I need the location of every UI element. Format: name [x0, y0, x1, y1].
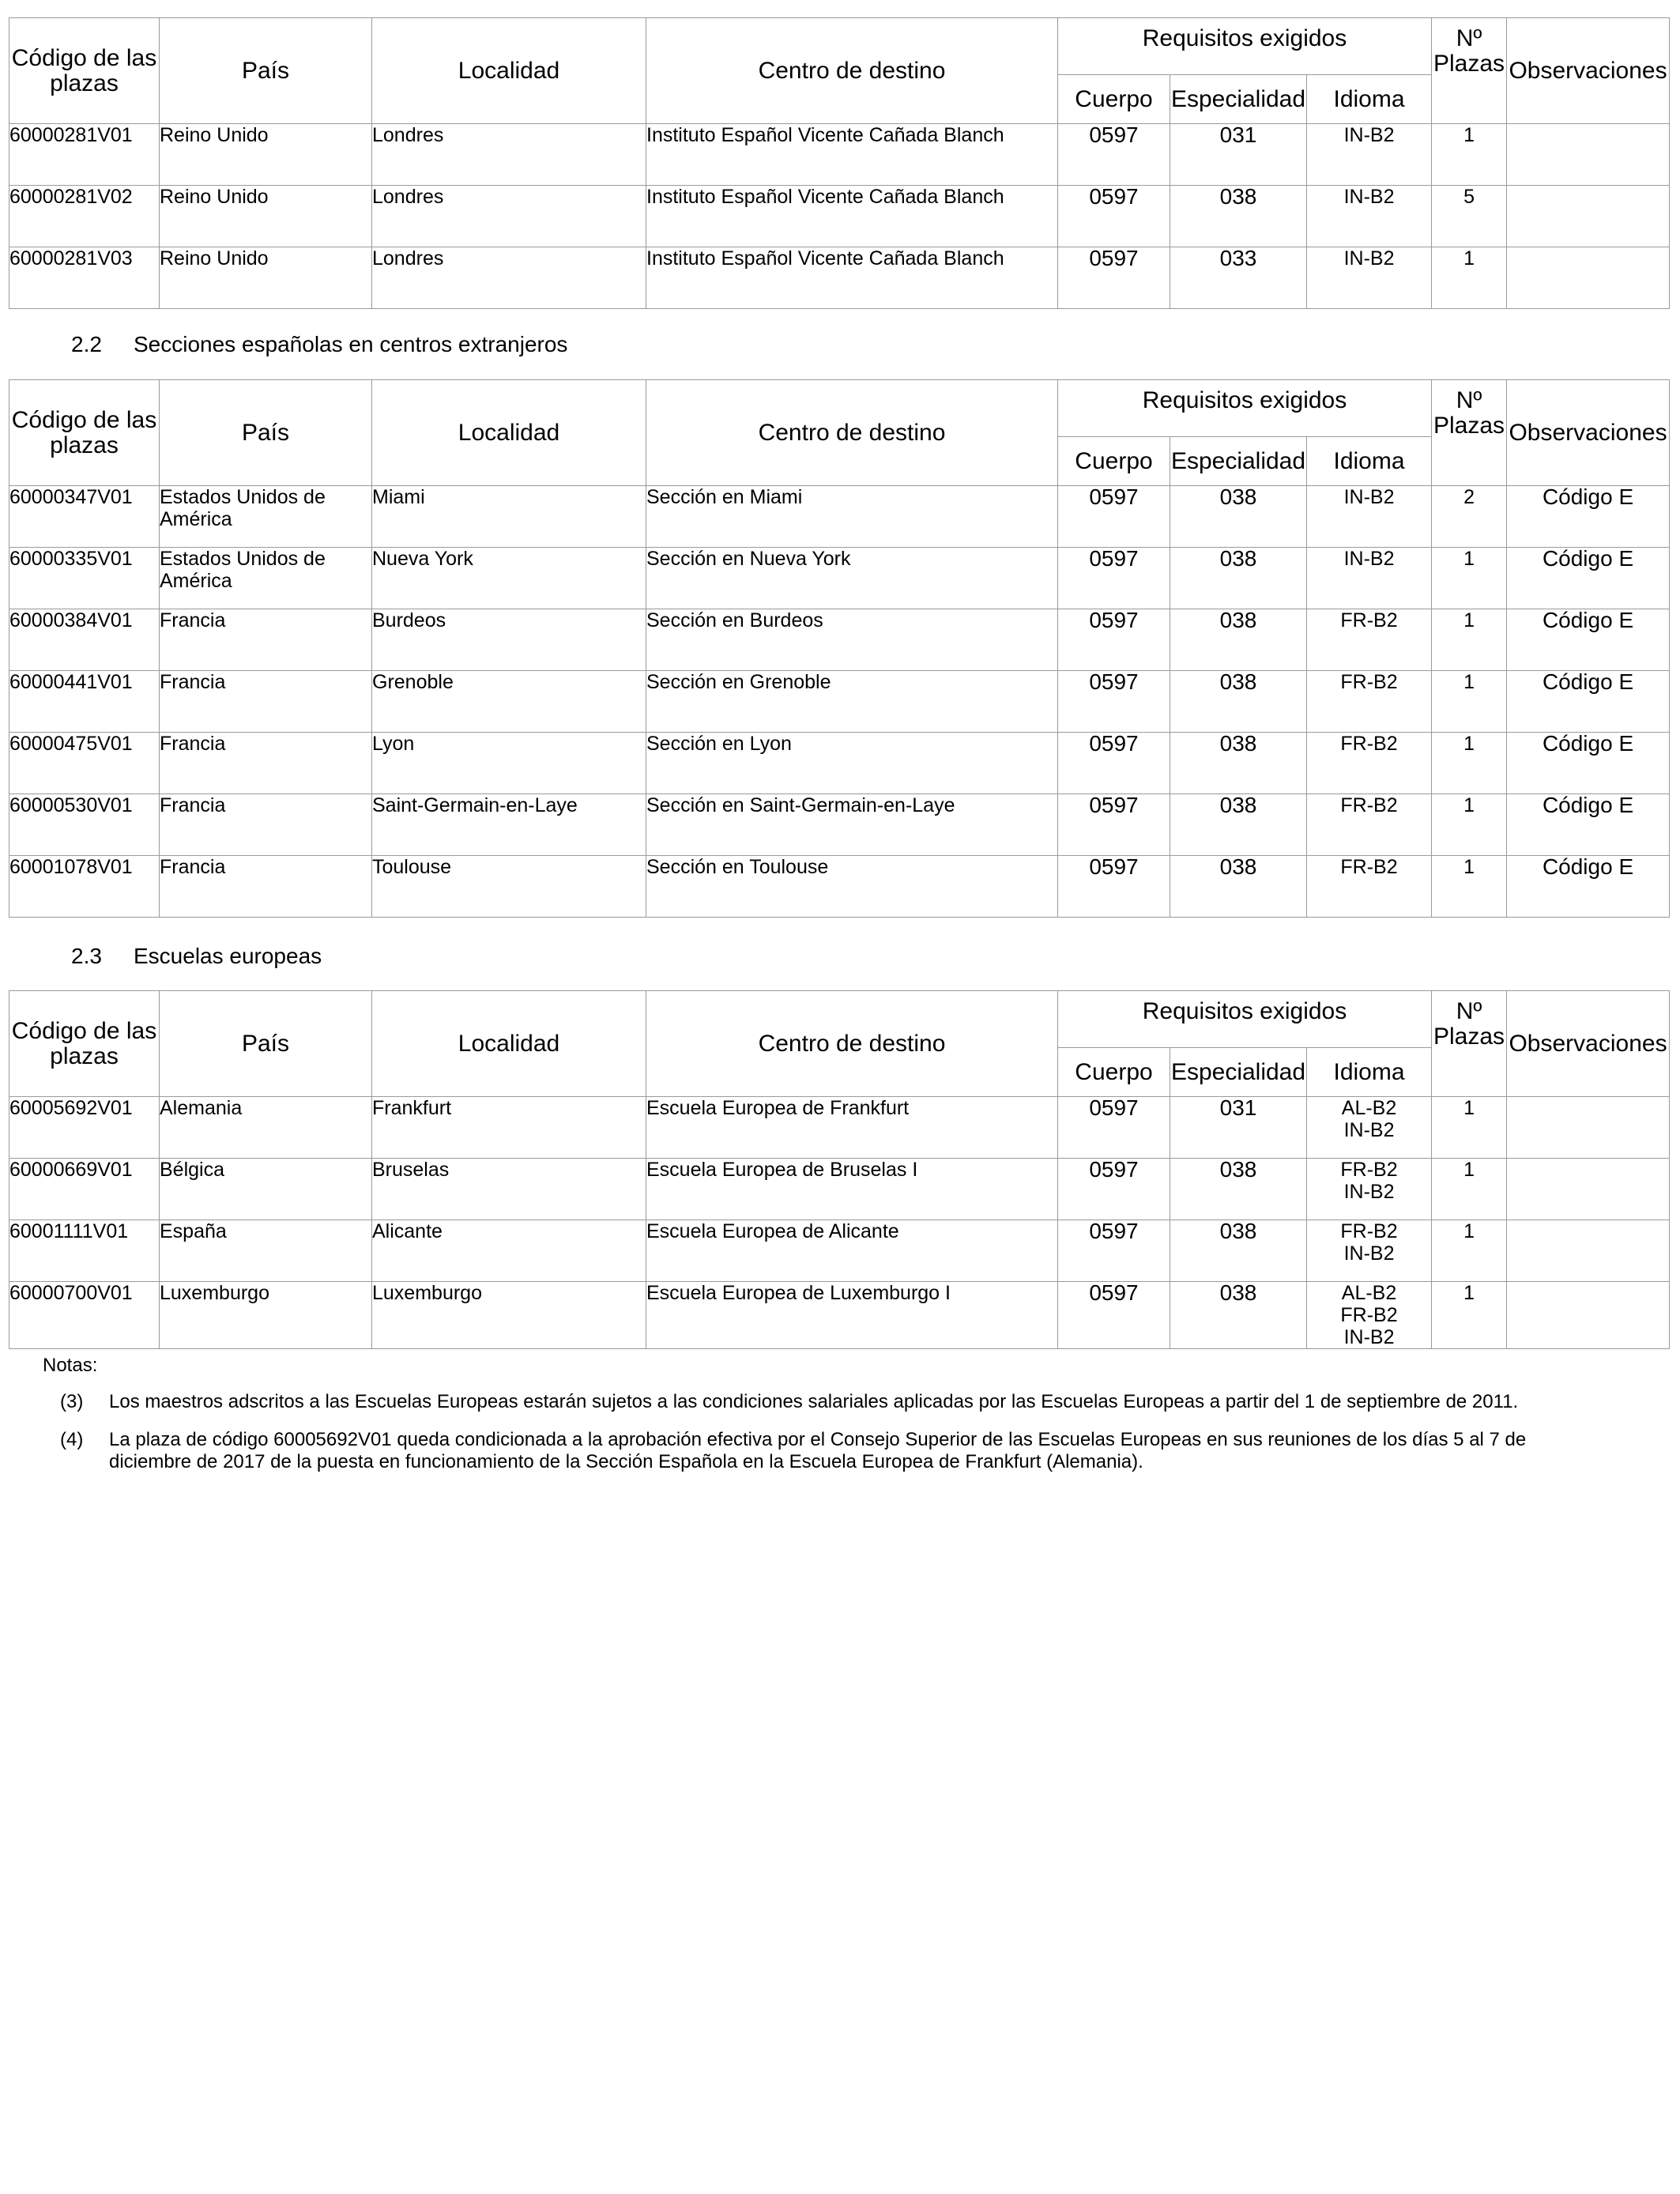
- idioma-value: AL-B2: [1341, 1282, 1397, 1304]
- observaciones-cell: Código E: [1507, 794, 1670, 856]
- section-title: Secciones españolas en centros extranjeros: [134, 332, 568, 356]
- codigo-cell: 60000281V01: [9, 124, 160, 186]
- observaciones-cell: Código E: [1507, 856, 1670, 918]
- observaciones-cell: [1507, 186, 1670, 247]
- plazas-cell: 1: [1432, 1220, 1507, 1282]
- observaciones-cell: [1507, 1282, 1670, 1349]
- centro-cell: Instituto Español Vicente Cañada Blanch: [646, 247, 1058, 309]
- observaciones-cell: Código E: [1507, 486, 1670, 548]
- plazas-cell: 1: [1432, 548, 1507, 609]
- observaciones-cell: Código E: [1507, 733, 1670, 794]
- table-row: [9, 1097, 1670, 1159]
- pais-cell: Reino Unido: [160, 186, 372, 247]
- pais-cell: Francia: [160, 609, 372, 671]
- plazas-cell: 1: [1432, 671, 1507, 733]
- table-row: [9, 1159, 1670, 1220]
- localidad-cell: Frankfurt: [372, 1097, 646, 1159]
- table-row: [9, 124, 1670, 186]
- localidad-cell: Nueva York: [372, 548, 646, 609]
- especialidad-cell: 038: [1170, 794, 1307, 856]
- especialidad-cell: 033: [1170, 247, 1307, 309]
- codigo-cell: 60000475V01: [9, 733, 160, 794]
- cuerpo-cell: 0597: [1058, 124, 1170, 186]
- header-plazas: Nº Plazas: [1432, 380, 1507, 486]
- especialidad-cell: 038: [1170, 186, 1307, 247]
- pais-cell: Francia: [160, 733, 372, 794]
- localidad-cell: Londres: [372, 124, 646, 186]
- especialidad-cell: 031: [1170, 124, 1307, 186]
- section-heading-2-3: [71, 944, 322, 969]
- idioma-cell: [1307, 247, 1432, 309]
- plazas-cell: 1: [1432, 247, 1507, 309]
- header-especialidad: Especialidad: [1170, 75, 1307, 124]
- plazas-cell: 1: [1432, 1282, 1507, 1349]
- centro-cell: Sección en Miami: [646, 486, 1058, 548]
- header-pais: País: [160, 18, 372, 124]
- table-row: [9, 247, 1670, 309]
- observaciones-cell: Código E: [1507, 548, 1670, 609]
- especialidad-cell: 038: [1170, 856, 1307, 918]
- idioma-value: IN-B2: [1343, 1181, 1395, 1203]
- cuerpo-cell: 0597: [1058, 1282, 1170, 1349]
- header-plazas: Nº Plazas: [1432, 18, 1507, 124]
- header-cuerpo: Cuerpo: [1058, 75, 1170, 124]
- codigo-cell: 60001111V01: [9, 1220, 160, 1282]
- especialidad-cell: 038: [1170, 1220, 1307, 1282]
- plazas-table-1: [9, 17, 1670, 309]
- idioma-value: IN-B2: [1343, 1242, 1395, 1265]
- localidad-cell: Londres: [372, 186, 646, 247]
- centro-cell: Escuela Europea de Frankfurt: [646, 1097, 1058, 1159]
- idioma-value: IN-B2: [1343, 1326, 1395, 1348]
- idioma-value: IN-B2: [1343, 1119, 1395, 1141]
- idioma-value: FR-B2: [1340, 609, 1398, 631]
- localidad-cell: Londres: [372, 247, 646, 309]
- localidad-cell: Luxemburgo: [372, 1282, 646, 1349]
- idioma-cell: [1307, 1220, 1432, 1282]
- header-observaciones: Observaciones: [1507, 991, 1670, 1097]
- header-idioma: Idioma: [1307, 1048, 1432, 1097]
- centro-cell: Sección en Lyon: [646, 733, 1058, 794]
- cuerpo-cell: 0597: [1058, 609, 1170, 671]
- especialidad-cell: 038: [1170, 1159, 1307, 1220]
- observaciones-cell: Código E: [1507, 609, 1670, 671]
- table-row: [9, 733, 1670, 794]
- idioma-cell: [1307, 548, 1432, 609]
- header-requisitos: Requisitos exigidos: [1058, 991, 1432, 1048]
- cuerpo-cell: 0597: [1058, 1097, 1170, 1159]
- cuerpo-cell: 0597: [1058, 1220, 1170, 1282]
- idioma-value: FR-B2: [1340, 1220, 1398, 1242]
- idioma-value: IN-B2: [1343, 548, 1395, 570]
- especialidad-cell: 038: [1170, 1282, 1307, 1349]
- idioma-cell: [1307, 671, 1432, 733]
- table-block-2: [9, 379, 1669, 918]
- section-heading-2-2: [71, 332, 567, 357]
- header-pais: País: [160, 380, 372, 486]
- idioma-cell: [1307, 794, 1432, 856]
- table-row: [9, 671, 1670, 733]
- cuerpo-cell: 0597: [1058, 1159, 1170, 1220]
- codigo-cell: 60000669V01: [9, 1159, 160, 1220]
- observaciones-cell: [1507, 1097, 1670, 1159]
- codigo-cell: 60000700V01: [9, 1282, 160, 1349]
- codigo-cell: 60000441V01: [9, 671, 160, 733]
- notes-label: Notas:: [43, 1355, 98, 1376]
- idioma-cell: [1307, 609, 1432, 671]
- pais-cell: España: [160, 1220, 372, 1282]
- pais-cell: Francia: [160, 794, 372, 856]
- idioma-cell: [1307, 733, 1432, 794]
- header-cuerpo: Cuerpo: [1058, 1048, 1170, 1097]
- idioma-cell: [1307, 1097, 1432, 1159]
- table-row: [9, 1220, 1670, 1282]
- centro-cell: Escuela Europea de Bruselas I: [646, 1159, 1058, 1220]
- idioma-cell: [1307, 486, 1432, 548]
- pais-cell: Reino Unido: [160, 247, 372, 309]
- idioma-value: IN-B2: [1343, 486, 1395, 508]
- header-plazas: Nº Plazas: [1432, 991, 1507, 1097]
- idioma-cell: [1307, 1282, 1432, 1349]
- centro-cell: Sección en Nueva York: [646, 548, 1058, 609]
- idioma-value: IN-B2: [1343, 124, 1395, 146]
- idioma-value: FR-B2: [1340, 671, 1398, 693]
- header-especialidad: Especialidad: [1170, 437, 1307, 486]
- plazas-cell: 5: [1432, 186, 1507, 247]
- note-number: (3): [60, 1391, 84, 1412]
- centro-cell: Sección en Toulouse: [646, 856, 1058, 918]
- cuerpo-cell: 0597: [1058, 671, 1170, 733]
- idioma-value: FR-B2: [1340, 794, 1398, 816]
- cuerpo-cell: 0597: [1058, 856, 1170, 918]
- note-text: La plaza de código 60005692V01 queda condicionada a la aprobación efectiva por el Consejo Superior de las Escuelas Europeas en sus reuniones de los días 5 al 7 de diciembre de 2017 de la puesta en funcionamiento de la Sección Española en la Escuela Europea de Frankfurt (Alemania).: [109, 1429, 1527, 1472]
- header-requisitos: Requisitos exigidos: [1058, 18, 1432, 75]
- idioma-cell: [1307, 856, 1432, 918]
- cuerpo-cell: 0597: [1058, 486, 1170, 548]
- localidad-cell: Bruselas: [372, 1159, 646, 1220]
- idioma-value: FR-B2: [1340, 1304, 1398, 1326]
- pais-cell: Francia: [160, 671, 372, 733]
- idioma-cell: [1307, 124, 1432, 186]
- header-idioma: Idioma: [1307, 75, 1432, 124]
- table-row: [9, 794, 1670, 856]
- observaciones-cell: [1507, 1159, 1670, 1220]
- header-pais: País: [160, 991, 372, 1097]
- idioma-value: FR-B2: [1340, 856, 1398, 878]
- pais-cell: Estados Unidos de América: [160, 486, 372, 548]
- plazas-cell: 1: [1432, 1159, 1507, 1220]
- observaciones-cell: [1507, 124, 1670, 186]
- plazas-cell: 1: [1432, 733, 1507, 794]
- localidad-cell: Miami: [372, 486, 646, 548]
- localidad-cell: Burdeos: [372, 609, 646, 671]
- cuerpo-cell: 0597: [1058, 548, 1170, 609]
- idioma-value: IN-B2: [1343, 186, 1395, 208]
- observaciones-cell: [1507, 1220, 1670, 1282]
- header-localidad: Localidad: [372, 380, 646, 486]
- header-observaciones: Observaciones: [1507, 380, 1670, 486]
- codigo-cell: 60000530V01: [9, 794, 160, 856]
- plazas-table-3: [9, 990, 1670, 1349]
- header-centro: Centro de destino: [646, 18, 1058, 124]
- table-block-1: [9, 17, 1669, 309]
- pais-cell: Luxemburgo: [160, 1282, 372, 1349]
- header-codigo: Código de las plazas: [9, 991, 160, 1097]
- section-number: 2.3: [71, 944, 102, 968]
- header-especialidad: Especialidad: [1170, 1048, 1307, 1097]
- especialidad-cell: 038: [1170, 486, 1307, 548]
- header-centro: Centro de destino: [646, 991, 1058, 1097]
- cuerpo-cell: 0597: [1058, 247, 1170, 309]
- header-localidad: Localidad: [372, 991, 646, 1097]
- section-title: Escuelas europeas: [134, 944, 322, 968]
- idioma-value: AL-B2: [1341, 1097, 1397, 1119]
- codigo-cell: 60000347V01: [9, 486, 160, 548]
- header-idioma: Idioma: [1307, 437, 1432, 486]
- idioma-value: FR-B2: [1340, 1159, 1398, 1181]
- header-localidad: Localidad: [372, 18, 646, 124]
- centro-cell: Escuela Europea de Alicante: [646, 1220, 1058, 1282]
- centro-cell: Instituto Español Vicente Cañada Blanch: [646, 186, 1058, 247]
- plazas-cell: 2: [1432, 486, 1507, 548]
- header-observaciones: Observaciones: [1507, 18, 1670, 124]
- plazas-cell: 1: [1432, 856, 1507, 918]
- header-centro: Centro de destino: [646, 380, 1058, 486]
- codigo-cell: 60000281V02: [9, 186, 160, 247]
- cuerpo-cell: 0597: [1058, 794, 1170, 856]
- localidad-cell: Saint-Germain-en-Laye: [372, 794, 646, 856]
- cuerpo-cell: 0597: [1058, 733, 1170, 794]
- idioma-value: FR-B2: [1340, 733, 1398, 755]
- cuerpo-cell: 0597: [1058, 186, 1170, 247]
- idioma-cell: [1307, 1159, 1432, 1220]
- plazas-table-2: [9, 379, 1670, 918]
- pais-cell: Bélgica: [160, 1159, 372, 1220]
- idioma-cell: [1307, 186, 1432, 247]
- plazas-cell: 1: [1432, 124, 1507, 186]
- note-text: Los maestros adscritos a las Escuelas Europeas estarán sujetos a las condiciones salariales aplicadas por las Escuelas Europeas a partir del 1 de septiembre de 2011.: [109, 1391, 1519, 1412]
- centro-cell: Instituto Español Vicente Cañada Blanch: [646, 124, 1058, 186]
- pais-cell: Estados Unidos de América: [160, 548, 372, 609]
- especialidad-cell: 038: [1170, 733, 1307, 794]
- note-number: (4): [60, 1429, 84, 1450]
- plazas-cell: 1: [1432, 794, 1507, 856]
- codigo-cell: 60000384V01: [9, 609, 160, 671]
- codigo-cell: 60005692V01: [9, 1097, 160, 1159]
- codigo-cell: 60000335V01: [9, 548, 160, 609]
- table-row: [9, 486, 1670, 548]
- table-row: [9, 548, 1670, 609]
- codigo-cell: 60000281V03: [9, 247, 160, 309]
- table-row: [9, 856, 1670, 918]
- table-block-3: [9, 990, 1669, 1349]
- pais-cell: Alemania: [160, 1097, 372, 1159]
- localidad-cell: Lyon: [372, 733, 646, 794]
- pais-cell: Francia: [160, 856, 372, 918]
- observaciones-cell: Código E: [1507, 671, 1670, 733]
- especialidad-cell: 031: [1170, 1097, 1307, 1159]
- especialidad-cell: 038: [1170, 671, 1307, 733]
- plazas-cell: 1: [1432, 609, 1507, 671]
- localidad-cell: Grenoble: [372, 671, 646, 733]
- pais-cell: Reino Unido: [160, 124, 372, 186]
- header-requisitos: Requisitos exigidos: [1058, 380, 1432, 437]
- centro-cell: Escuela Europea de Luxemburgo I: [646, 1282, 1058, 1349]
- table-row: [9, 1282, 1670, 1349]
- table-row: [9, 186, 1670, 247]
- especialidad-cell: 038: [1170, 548, 1307, 609]
- centro-cell: Sección en Saint-Germain-en-Laye: [646, 794, 1058, 856]
- localidad-cell: Toulouse: [372, 856, 646, 918]
- header-codigo: Código de las plazas: [9, 380, 160, 486]
- centro-cell: Sección en Burdeos: [646, 609, 1058, 671]
- codigo-cell: 60001078V01: [9, 856, 160, 918]
- especialidad-cell: 038: [1170, 609, 1307, 671]
- centro-cell: Sección en Grenoble: [646, 671, 1058, 733]
- plazas-cell: 1: [1432, 1097, 1507, 1159]
- table-row: [9, 609, 1670, 671]
- localidad-cell: Alicante: [372, 1220, 646, 1282]
- section-number: 2.2: [71, 332, 102, 356]
- idioma-value: IN-B2: [1343, 247, 1395, 270]
- header-codigo: Código de las plazas: [9, 18, 160, 124]
- header-cuerpo: Cuerpo: [1058, 437, 1170, 486]
- observaciones-cell: [1507, 247, 1670, 309]
